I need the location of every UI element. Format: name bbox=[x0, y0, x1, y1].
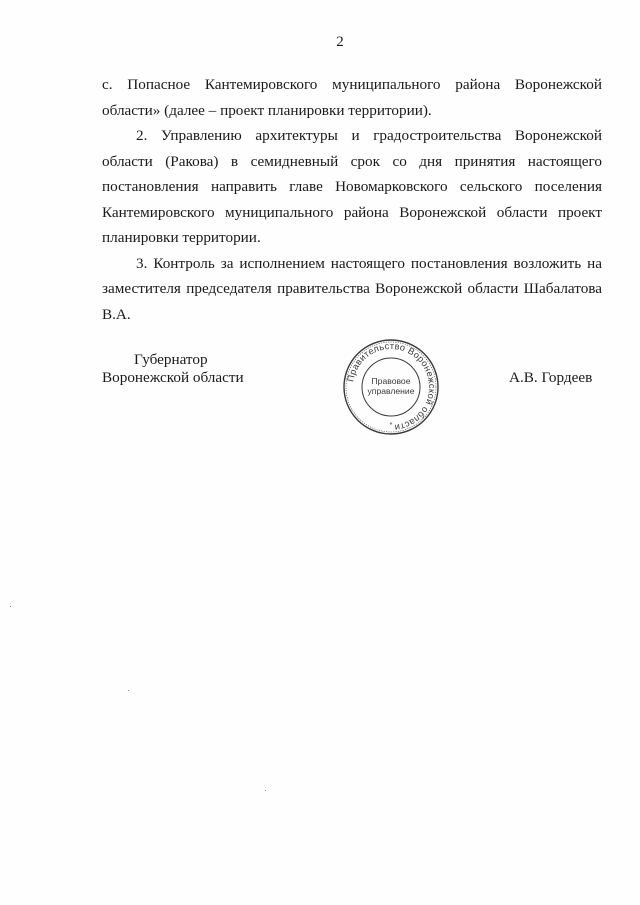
seal-inner-line1: Правовое bbox=[371, 376, 411, 386]
seal-center-ring bbox=[362, 358, 420, 416]
seal-inner-line2: управление bbox=[367, 386, 415, 396]
paragraph-continuation: с. Попасное Кантемировского муниципального района Воронежской области» (далее – проект планировки территории). bbox=[102, 76, 602, 119]
scan-speck bbox=[128, 690, 129, 691]
signatory-position-region: Воронежской области bbox=[102, 369, 244, 386]
seal-star-mark: * bbox=[389, 422, 393, 429]
seal-outer-ring bbox=[344, 340, 438, 434]
paragraph-item-2: 2. Управлению архитектуры и градостроительства Воронежской области (Ракова) в семидневный срок со дня принятия настоящего постановления направить главе Новомарковского сельского поселения Кантемировского муниципального района Воронежской области проект планировки территории. bbox=[102, 127, 602, 246]
page-number: 2 bbox=[336, 34, 344, 50]
scan-speck bbox=[10, 606, 11, 607]
signatory-position-title: Губернатор bbox=[134, 351, 208, 368]
scan-speck bbox=[265, 790, 266, 791]
seal-inner-ring bbox=[346, 342, 436, 432]
paragraph-item-3: 3. Контроль за исполнением настоящего постановления возложить на заместителя председателя правительства Воронежской области Шабалатова В.А. bbox=[102, 254, 602, 323]
document-body bbox=[102, 72, 602, 327]
seal-outer-text: Правительство Воронежской области bbox=[345, 340, 438, 433]
signatory-name: А.В. Гордеев bbox=[509, 369, 593, 386]
official-seal-stamp bbox=[341, 337, 441, 437]
